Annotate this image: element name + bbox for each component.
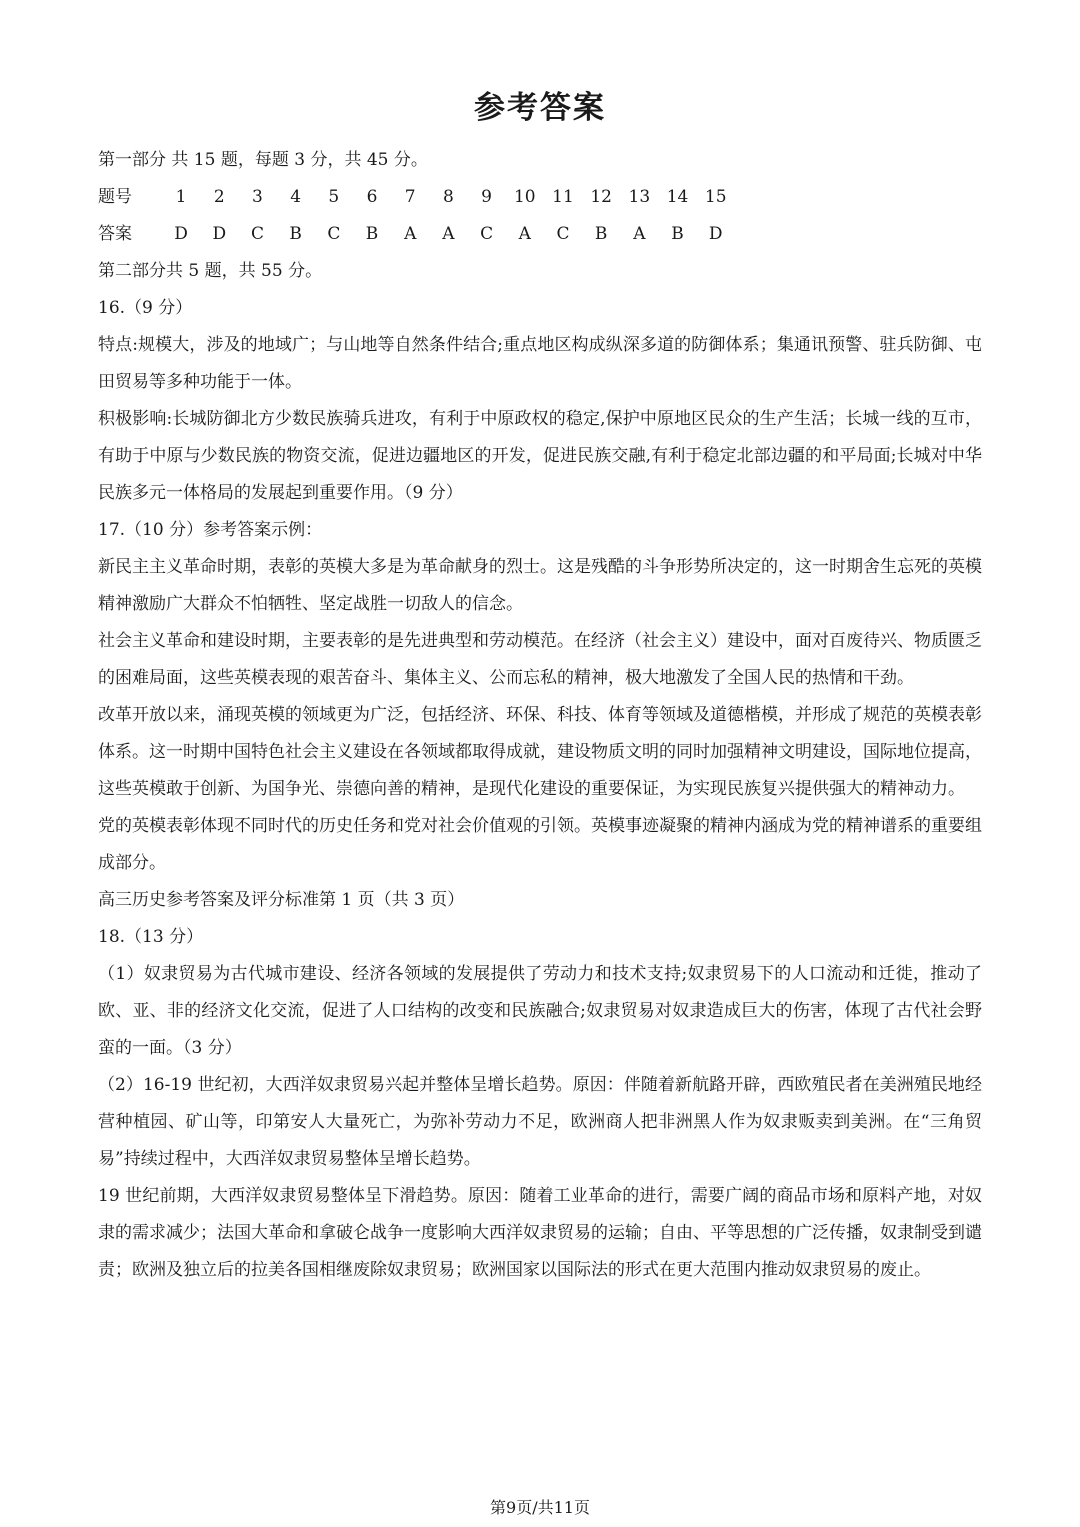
answer-letter: D xyxy=(708,224,723,244)
answer-letter: A xyxy=(633,224,646,244)
number-label: 题号 xyxy=(98,187,132,207)
answer-letter: D xyxy=(174,224,188,244)
question-17-paragraph: 新民主主义革命时期，表彰的英模大多是为革命献身的烈士。这是残酷的斗争形势所决定的，这一时期舍生忘死的英模精神激励广大群众不怕牺牲、坚定战胜一切敌人的信念。 xyxy=(98,557,982,614)
question-17-paragraph: 社会主义革命和建设时期，主要表彰的是先进典型和劳动模范。在经济（社会主义）建设中，面对百废待兴、物质匮乏的困难局面，这些英模表现的艰苦奋斗、集体主义、公而忘私的精神，极大地激发了全国人民的热情和干劲。 xyxy=(98,631,982,688)
answer-letter: C xyxy=(327,224,341,244)
question-number: 10 xyxy=(513,187,536,207)
question-18-paragraph: （2）16-19 世纪初，大西洋奴隶贸易兴起并整体呈增长趋势。原因：伴随着新航路开辟，西欧殖民者在美洲殖民地经营种植园、矿山等，印第安人大量死亡，为弥补劳动力不足，欧洲商人把非洲黑人作为奴隶贩卖到美洲。在“三角贸易”持续过程中，大西洋奴隶贸易整体呈增长趋势。 xyxy=(98,1075,982,1169)
question-number: 1 xyxy=(175,187,187,207)
answer-content xyxy=(98,142,982,1289)
question-number: 8 xyxy=(442,187,454,207)
question-number-row xyxy=(98,179,982,216)
question-17-paragraph: 改革开放以来，涌现英模的领域更为广泛，包括经济、环保、科技、体育等领域及道德楷模，并形成了规范的英模表彰体系。这一时期中国特色社会主义建设在各领域都取得成就，建设物质文明的同时加强精神文明建设，国际地位提高，这些英模敢于创新、为国争光、崇德向善的精神，是现代化建设的重要保证，为实现民族复兴提供强大的精神动力。 xyxy=(98,705,982,799)
page-footer: 第9页/共11页 xyxy=(490,1498,590,1517)
answer-letter: B xyxy=(671,224,684,244)
answer-letter: D xyxy=(212,224,227,244)
answer-letter: B xyxy=(289,224,302,244)
page-title: 参考答案 xyxy=(474,90,606,126)
question-18-paragraph: 19 世纪前期，大西洋奴隶贸易整体呈下滑趋势。原因：随着工业革命的进行，需要广阔的商品市场和原料产地，对奴隶的需求减少；法国大革命和拿破仑战争一度影响大西洋奴隶贸易的运输；自由、平等思想的广泛传播，奴隶制受到谴责；欧洲及独立后的拉美各国相继废除奴隶贸易；欧洲国家以国际法的形式在更大范围内推动奴隶贸易的废止。 xyxy=(98,1186,982,1280)
question-number: 3 xyxy=(252,187,263,207)
answer-letter: B xyxy=(594,224,608,244)
question-number: 13 xyxy=(628,187,651,207)
answer-letter: A xyxy=(442,224,455,244)
answer-letter: C xyxy=(250,224,264,244)
question-number: 6 xyxy=(366,187,378,207)
question-16-paragraph: 特点:规模大，涉及的地域广；与山地等自然条件结合;重点地区构成纵深多道的防御体系；集通讯预警、驻兵防御、屯田贸易等多种功能于一体。 xyxy=(98,335,982,392)
question-number: 14 xyxy=(666,187,689,207)
question-number: 4 xyxy=(290,187,302,207)
question-number: 15 xyxy=(704,187,727,207)
question-16-heading: 16.（9 分） xyxy=(98,298,193,318)
answer-letter: B xyxy=(365,224,379,244)
question-18-paragraph: （1）奴隶贸易为古代城市建设、经济各领域的发展提供了劳动力和技术支持;奴隶贸易下的人口流动和迁徙，推动了欧、亚、非的经济文化交流，促进了人口结构的改变和民族融合;奴隶贸易对奴隶造成巨大的伤害，体现了古代社会野蛮的一面。（3 分） xyxy=(98,964,982,1058)
question-number: 9 xyxy=(481,187,492,207)
answer-label: 答案 xyxy=(98,224,132,244)
answer-letter: A xyxy=(404,224,417,244)
part2-header: 第二部分共 5 题，共 55 分。 xyxy=(98,261,323,281)
question-number: 7 xyxy=(404,187,416,207)
question-18-heading: 18.（13 分） xyxy=(98,927,204,947)
answer-letter: A xyxy=(518,224,531,244)
answer-letter: C xyxy=(556,224,570,244)
question-17-paragraph: 党的英模表彰体现不同时代的历史任务和党对社会价值观的引领。英模事迹凝聚的精神内涵成为党的精神谱系的重要组成部分。 xyxy=(98,816,982,873)
page-note: 高三历史参考答案及评分标准第 1 页（共 3 页） xyxy=(98,890,465,910)
question-16-paragraph: 积极影响:长城防御北方少数民族骑兵进攻，有利于中原政权的稳定,保护中原地区民众的生产生活；长城一线的互市，有助于中原与少数民族的物资交流，促进边疆地区的开发，促进民族交融,有利于稳定北部边疆的和平局面;长城对中华民族多元一体格局的发展起到重要作用。（9 分） xyxy=(98,409,982,503)
question-number: 5 xyxy=(328,187,340,207)
question-17-heading: 17.（10 分）参考答案示例： xyxy=(98,520,323,540)
answer-letter: C xyxy=(480,224,494,244)
question-number: 2 xyxy=(213,187,225,207)
part1-header: 第一部分 共 15 题，每题 3 分，共 45 分。 xyxy=(98,150,428,170)
question-number: 11 xyxy=(552,187,574,207)
question-number: 12 xyxy=(590,187,612,207)
answer-row xyxy=(98,216,982,253)
